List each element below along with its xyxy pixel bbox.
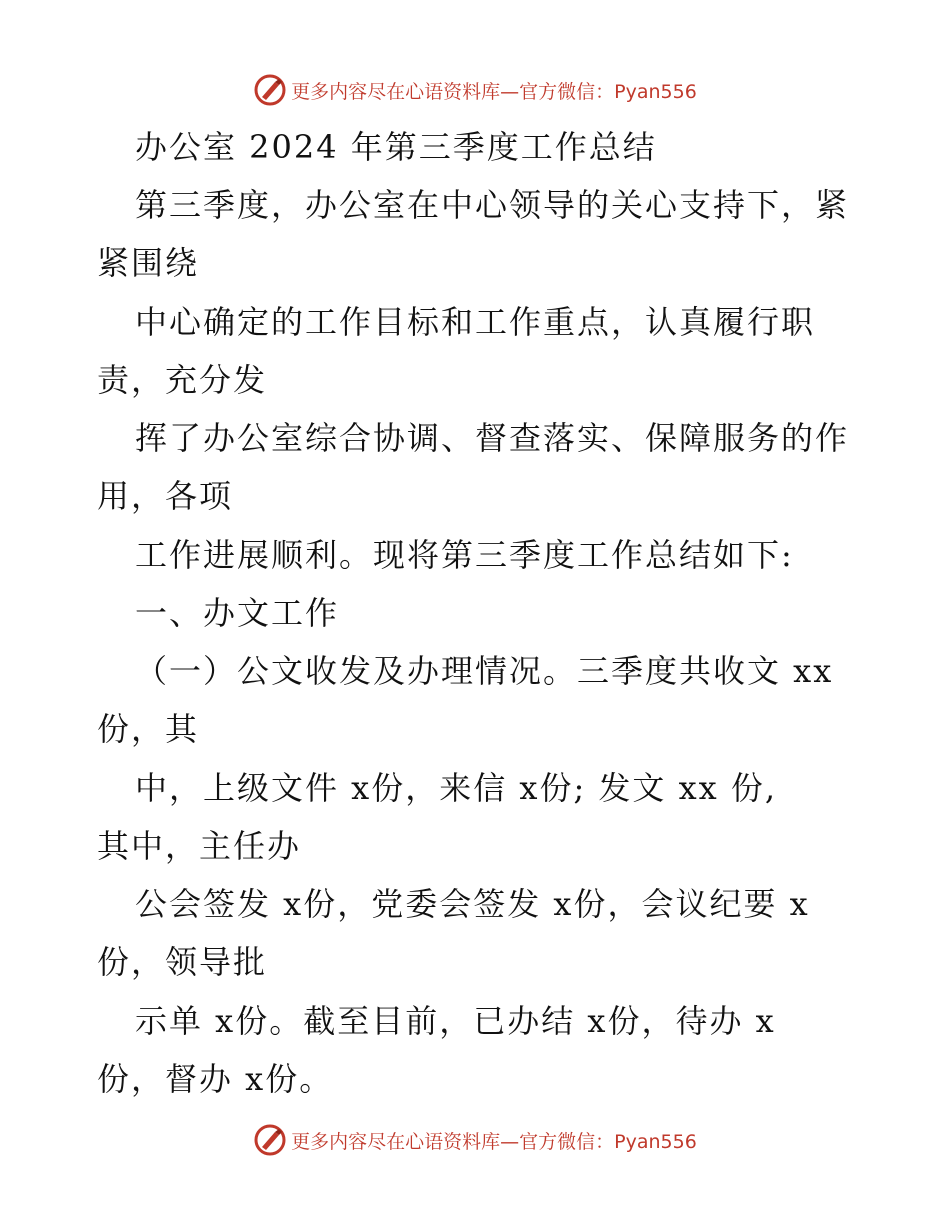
paragraph-line: 份，督办 x份。 (97, 1060, 334, 1098)
paragraph-line: 其中，主任办 (97, 827, 302, 865)
section-heading: 一、办文工作 (135, 594, 340, 632)
paragraph-line: 挥了办公室综合协调、督查落实、保障服务的作 (135, 419, 850, 457)
paragraph-line: （一）公文收发及办理情况。三季度共收文 xx (135, 652, 834, 690)
paragraph-line: 中心确定的工作目标和工作重点，认真履行职 (135, 303, 816, 341)
paragraph-line: 中，上级文件 x份，来信 x份; 发文 xx 份, (135, 769, 778, 807)
paragraph-line: 责，充分发 (97, 361, 268, 399)
paragraph-line: 份，其 (97, 710, 200, 748)
footer-watermark-banner (0, 1120, 950, 1160)
header-watermark-text: 更多内容尽在心语资料库—官方微信：Pyan556 (291, 80, 697, 103)
paragraph-line: 用，各项 (97, 477, 234, 515)
paragraph-line: 份，领导批 (97, 943, 268, 981)
paragraph-line: 示单 x份。截至目前，已办结 x份，待办 x (135, 1002, 776, 1040)
document-title: 办公室 2024 年第三季度工作总结 (135, 128, 657, 166)
pen-logo-icon (253, 1123, 287, 1157)
footer-watermark-text: 更多内容尽在心语资料库—官方微信：Pyan556 (291, 1130, 697, 1153)
paragraph-line: 紧围绕 (97, 244, 200, 282)
paragraph-line: 工作进展顺利。现将第三季度工作总结如下: (135, 536, 794, 574)
paragraph-line: 第三季度，办公室在中心领导的关心支持下，紧 (135, 186, 850, 224)
paragraph-line: 公会签发 x份，党委会签发 x份，会议纪要 x (135, 885, 810, 923)
